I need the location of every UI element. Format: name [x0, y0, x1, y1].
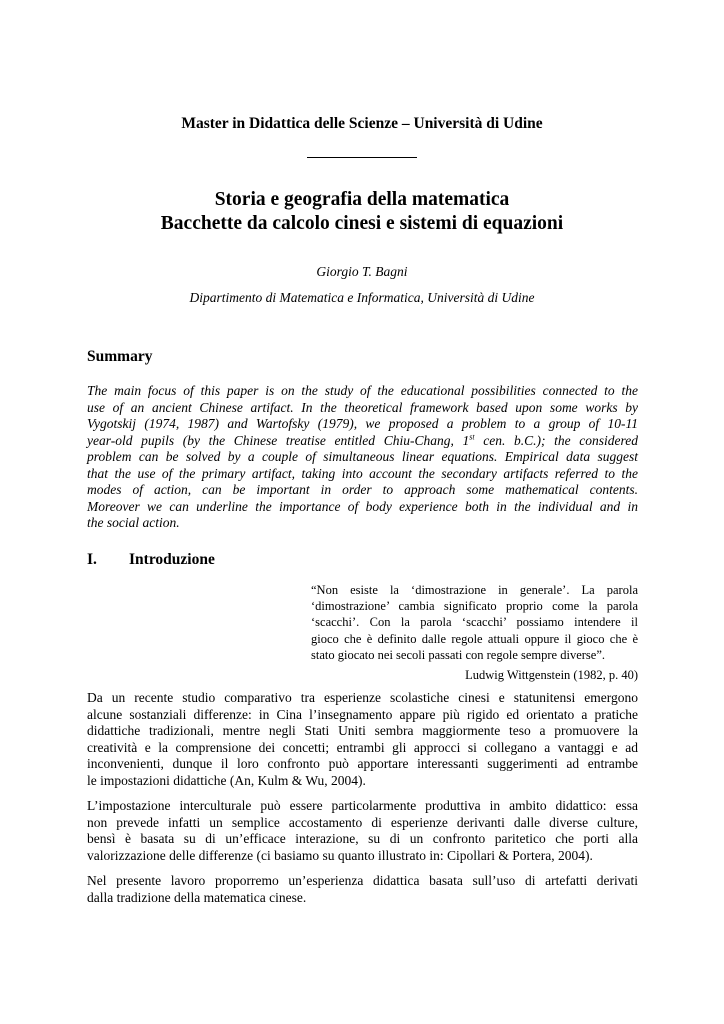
paragraph-line: alcune sostanziali differenze: in Cina l’insegnamento appare più rigido ed orientato a pratiche	[87, 706, 638, 722]
quote-line: ‘scacchi’. Con la parola ‘scacchi’ possiamo intendere il	[311, 615, 638, 630]
paragraph-line: inconvenienti, dunque il loro confronto può apportare interessanti suggerimenti ad entrambe	[87, 756, 638, 771]
author-name: Giorgio T. Bagni	[316, 264, 408, 279]
header-divider	[307, 157, 417, 158]
epigraph-quote	[311, 582, 638, 663]
paragraph-line: le impostazioni didattiche (An, Kulm & Wu, 2004).	[87, 772, 366, 788]
abstract-line: Vygotskij (1974, 1987) and Wartofsky (1979), we proposed a problem to a group of 10-11	[87, 416, 638, 431]
abstract-line: modes of action, can be important in order to approach some mathematical contents.	[87, 482, 638, 497]
paper-title	[0, 188, 724, 236]
abstract-line: that the use of the primary artifact, taking into account the secondary artifacts referred to the	[87, 465, 638, 481]
abstract-line: use of an ancient Chinese artifact. In the theoretical framework based upon some works by	[87, 399, 638, 415]
paragraph-line: Nel presente lavoro proporremo un’esperienza didattica basata sull’uso di artefatti derivati	[87, 873, 638, 888]
paragraph-line: valorizzazione delle differenze (ci basiamo su quanto illustrato in: Cipollari & Portera, 2004).	[87, 847, 593, 863]
quote-line: stato giocato nei secoli passati con regole sempre diverse”.	[311, 647, 605, 662]
running-header: Master in Didattica delle Scienze – Università di Udine	[181, 115, 543, 132]
quote-line: “Non esiste la ‘dimostrazione in generale’. La parola	[311, 583, 638, 597]
paragraph-line: creatività e la comprensione dei concetti; entrambi gli approcci si collegano a vantaggi e ad	[87, 739, 638, 755]
ordinal-superscript: st	[469, 432, 475, 441]
paragraph-line: Da un recente studio comparativo tra esperienze scolastiche cinesi e statunitensi emergono	[87, 690, 638, 705]
section-heading	[87, 551, 215, 569]
abstract-line-tail: cen. b.C.); the considered	[474, 432, 638, 448]
abstract-line-head: year-old pupils (by the Chinese treatise entitled Chiu-Chang, 1	[87, 432, 470, 448]
quote-line: gioco che è definito dalle regole attuali oppure il gioco che è	[311, 631, 638, 646]
body-paragraph	[87, 873, 638, 906]
section-number: I.	[87, 551, 97, 568]
summary-heading: Summary	[87, 348, 153, 365]
body-paragraph	[87, 690, 638, 789]
quote-attribution: Ludwig Wittgenstein (1982, p. 40)	[465, 668, 638, 682]
section-title: Introduzione	[129, 551, 215, 568]
paragraph-line: bensì è basata su di un’efficace interazione, su di un confronto paritetico che porti alla	[87, 831, 638, 846]
summary-abstract	[87, 383, 638, 532]
paragraph-line: dalla tradizione della matematica cinese.	[87, 889, 307, 905]
abstract-line: problem can be solved by a couple of simultaneous linear equations. Empirical data suggest	[87, 449, 638, 464]
body-paragraph	[87, 798, 638, 864]
abstract-line: Moreover we can underline the importance of body experience both in the individual and in	[87, 498, 638, 514]
paragraph-line: L’impostazione interculturale può essere particolarmente produttiva in ambito didattico: essa	[87, 798, 638, 813]
paragraph-line: didattiche tradizionali, mentre negli Stati Uniti sembra maggiormente teso a promuovere la	[87, 723, 638, 738]
paragraph-line: non prevede infatti un semplice accostamento di esperienze derivanti dalle diverse culture,	[87, 814, 638, 830]
abstract-line: The main focus of this paper is on the study of the educational possibilities connected to the	[87, 383, 638, 398]
author-affiliation: Dipartimento di Matematica e Informatica, Università di Udine	[189, 290, 535, 305]
title-line-1: Storia e geografia della matematica	[214, 189, 510, 210]
abstract-line	[87, 433, 638, 450]
abstract-line: the social action.	[87, 515, 180, 530]
title-line-2: Bacchette da calcolo cinesi e sistemi di equazioni	[160, 213, 564, 234]
quote-line: ‘dimostrazione’ cambia significato proprio come la parola	[311, 599, 638, 614]
